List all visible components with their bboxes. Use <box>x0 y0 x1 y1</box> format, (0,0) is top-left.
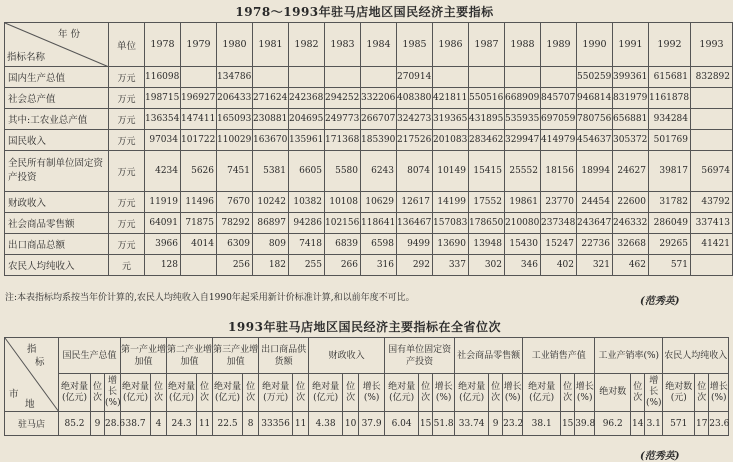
value-cell: 454637 <box>577 130 613 151</box>
sub-header-growth: 增长(%) <box>433 374 455 412</box>
header-year: 1980 <box>217 23 253 67</box>
value-cell: 270914 <box>397 67 433 88</box>
value-cell: 22736 <box>577 234 613 255</box>
sub-header-abs: 绝对量(亿元) <box>523 374 561 412</box>
value-cell: 38.1 <box>523 412 561 436</box>
value-cell: 332206 <box>361 88 397 109</box>
row-label: 其中:工农业总产值 <box>5 109 109 130</box>
table2-title: 1993年驻马店地区国民经济主要指标在全省位次 <box>228 320 501 334</box>
value-cell: 182 <box>253 255 289 276</box>
value-cell: 196927 <box>181 88 217 109</box>
value-cell <box>181 67 217 88</box>
value-cell: 6.04 <box>385 412 419 436</box>
group-header: 第三产业增加值 <box>213 338 259 374</box>
value-cell: 550516 <box>469 88 505 109</box>
value-cell: 294252 <box>325 88 361 109</box>
row-label: 社会总产值 <box>5 88 109 109</box>
sub-header-rank: 位次 <box>419 374 433 412</box>
value-cell: 96.2 <box>595 412 631 436</box>
corner-char: 地 <box>25 399 35 410</box>
value-cell <box>541 67 577 88</box>
sub-header-rank: 位次 <box>343 374 359 412</box>
value-cell: 780756 <box>577 109 613 130</box>
value-cell: 10149 <box>433 151 469 192</box>
value-cell: 24.3 <box>167 412 197 436</box>
value-cell: 230881 <box>253 109 289 130</box>
sub-header-growth: 增长(%) <box>105 374 121 412</box>
value-cell: 29265 <box>649 234 691 255</box>
table2-group-row <box>5 338 729 374</box>
row-name: 驻马店 <box>5 412 59 436</box>
value-cell: 1161878 <box>649 88 691 109</box>
group-header: 工业销售产值 <box>523 338 595 374</box>
group-header: 出口商品供货额 <box>259 338 309 374</box>
sub-header-growth: 增长(%) <box>709 374 729 412</box>
value-cell: 7670 <box>217 192 253 213</box>
value-cell: 501769 <box>649 130 691 151</box>
sub-header-rank: 位次 <box>631 374 645 412</box>
value-cell: 24627 <box>613 151 649 192</box>
value-cell: 266 <box>325 255 361 276</box>
value-cell: 10108 <box>325 192 361 213</box>
corner-char: 市 <box>9 389 19 400</box>
value-cell: 321 <box>577 255 613 276</box>
value-cell: 302 <box>469 255 505 276</box>
value-cell: 535935 <box>505 109 541 130</box>
value-cell: 43792 <box>691 192 733 213</box>
value-cell: 22.5 <box>213 412 243 436</box>
table-row <box>5 213 733 234</box>
value-cell: 946814 <box>577 88 613 109</box>
value-cell <box>289 67 325 88</box>
value-cell: 243647 <box>577 213 613 234</box>
value-cell <box>361 67 397 88</box>
value-cell <box>325 67 361 88</box>
value-cell: 408380 <box>397 88 433 109</box>
table2-sub-header-row <box>5 374 729 412</box>
value-cell: 12617 <box>397 192 433 213</box>
group-header: 国民生产总值 <box>59 338 121 374</box>
value-cell: 329947 <box>505 130 541 151</box>
value-cell: 249773 <box>325 109 361 130</box>
header-year-label: 年 份 <box>57 29 80 40</box>
value-cell: 8 <box>243 412 259 436</box>
value-cell: 11919 <box>145 192 181 213</box>
sub-header-growth: 增长(%) <box>503 374 523 412</box>
value-cell: 25552 <box>505 151 541 192</box>
value-cell: 86897 <box>253 213 289 234</box>
value-cell: 31782 <box>649 192 691 213</box>
value-cell: 6243 <box>361 151 397 192</box>
value-cell <box>253 67 289 88</box>
row-unit: 万元 <box>109 151 145 192</box>
value-cell: 18156 <box>541 151 577 192</box>
value-cell: 37.9 <box>359 412 385 436</box>
value-cell: 201083 <box>433 130 469 151</box>
sub-header-abs: 绝对数(元) <box>663 374 695 412</box>
value-cell: 571 <box>663 412 695 436</box>
row-unit: 万元 <box>109 234 145 255</box>
sub-header-rank: 位次 <box>243 374 259 412</box>
value-cell: 9 <box>91 412 105 436</box>
table1-corner-header <box>5 23 109 67</box>
value-cell: 23.6 <box>709 412 729 436</box>
row-unit: 万元 <box>109 213 145 234</box>
value-cell: 316 <box>361 255 397 276</box>
value-cell: 6598 <box>361 234 397 255</box>
value-cell: 831979 <box>613 88 649 109</box>
value-cell: 23.2 <box>503 412 523 436</box>
value-cell: 17 <box>695 412 709 436</box>
value-cell: 11496 <box>181 192 217 213</box>
value-cell: 4 <box>151 412 167 436</box>
value-cell: 615681 <box>649 67 691 88</box>
sub-header-growth: 增长(%) <box>575 374 595 412</box>
row-label: 出口商品总额 <box>5 234 109 255</box>
value-cell: 118641 <box>361 213 397 234</box>
sub-header-abs: 绝对量(亿元) <box>121 374 151 412</box>
value-cell: 7451 <box>217 151 253 192</box>
value-cell: 64091 <box>145 213 181 234</box>
row-unit: 万元 <box>109 67 145 88</box>
table1-header-row <box>5 23 733 67</box>
header-year: 1984 <box>361 23 397 67</box>
value-cell: 697059 <box>541 109 577 130</box>
value-cell: 51.8 <box>433 412 455 436</box>
value-cell: 10382 <box>289 192 325 213</box>
value-cell: 324273 <box>397 109 433 130</box>
value-cell: 4.38 <box>309 412 343 436</box>
value-cell: 4234 <box>145 151 181 192</box>
table1-author: (范秀英) <box>640 296 680 307</box>
header-year: 1979 <box>181 23 217 67</box>
sub-header-rank: 位次 <box>293 374 309 412</box>
value-cell: 157083 <box>433 213 469 234</box>
value-cell: 136467 <box>397 213 433 234</box>
value-cell: 414979 <box>541 130 577 151</box>
value-cell: 17552 <box>469 192 505 213</box>
header-year: 1987 <box>469 23 505 67</box>
sub-header-rank: 位次 <box>489 374 503 412</box>
value-cell: 18994 <box>577 151 613 192</box>
sub-header-rank: 位次 <box>197 374 213 412</box>
sub-header-growth: 增长(%) <box>359 374 385 412</box>
value-cell: 10629 <box>361 192 397 213</box>
value-cell <box>433 67 469 88</box>
value-cell: 656881 <box>613 109 649 130</box>
table-row <box>5 151 733 192</box>
group-header: 农民人均纯收入 <box>663 338 729 374</box>
value-cell: 305372 <box>613 130 649 151</box>
sub-header-rank: 位次 <box>151 374 167 412</box>
value-cell: 15415 <box>469 151 505 192</box>
value-cell: 246332 <box>613 213 649 234</box>
value-cell: 9499 <box>397 234 433 255</box>
corner-char: 指 <box>27 344 37 355</box>
value-cell <box>691 255 733 276</box>
value-cell <box>691 88 733 109</box>
value-cell: 256 <box>217 255 253 276</box>
table-row <box>5 88 733 109</box>
header-unit: 单位 <box>109 23 145 67</box>
province-rank-table <box>4 337 729 436</box>
value-cell: 28.6 <box>105 412 121 436</box>
value-cell: 242368 <box>289 88 325 109</box>
table-row <box>5 67 733 88</box>
value-cell: 178650 <box>469 213 505 234</box>
table-row <box>5 109 733 130</box>
value-cell: 13690 <box>433 234 469 255</box>
header-year: 1990 <box>577 23 613 67</box>
value-cell: 116098 <box>145 67 181 88</box>
value-cell: 337 <box>433 255 469 276</box>
value-cell: 33.74 <box>455 412 489 436</box>
group-header: 国有单位固定资产投资 <box>385 338 455 374</box>
value-cell: 210080 <box>505 213 541 234</box>
value-cell: 6309 <box>217 234 253 255</box>
group-header: 财政收入 <box>309 338 385 374</box>
value-cell: 15 <box>561 412 575 436</box>
value-cell <box>181 255 217 276</box>
value-cell: 9 <box>489 412 503 436</box>
value-cell: 266707 <box>361 109 397 130</box>
value-cell: 136354 <box>145 109 181 130</box>
table-row <box>5 130 733 151</box>
row-unit: 万元 <box>109 109 145 130</box>
value-cell: 204695 <box>289 109 325 130</box>
value-cell: 4014 <box>181 234 217 255</box>
value-cell: 399361 <box>613 67 649 88</box>
sub-header-abs: 绝对量(亿元) <box>167 374 197 412</box>
sub-header-rank: 位次 <box>91 374 105 412</box>
table2-author: (范秀英) <box>640 451 680 462</box>
value-cell: 41421 <box>691 234 733 255</box>
value-cell: 39817 <box>649 151 691 192</box>
value-cell: 97034 <box>145 130 181 151</box>
value-cell: 809 <box>253 234 289 255</box>
value-cell: 11 <box>293 412 309 436</box>
header-year: 1989 <box>541 23 577 67</box>
value-cell: 135961 <box>289 130 325 151</box>
value-cell: 33356 <box>259 412 293 436</box>
value-cell: 163670 <box>253 130 289 151</box>
value-cell: 5626 <box>181 151 217 192</box>
sub-header-abs: 绝对量(万元) <box>259 374 293 412</box>
value-cell: 934284 <box>649 109 691 130</box>
value-cell: 22600 <box>613 192 649 213</box>
table1-body <box>5 67 733 276</box>
value-cell: 3966 <box>145 234 181 255</box>
value-cell: 185390 <box>361 130 397 151</box>
sub-header-abs: 绝对量(亿元) <box>455 374 489 412</box>
value-cell: 255 <box>289 255 325 276</box>
value-cell: 198715 <box>145 88 181 109</box>
value-cell: 402 <box>541 255 577 276</box>
value-cell: 110029 <box>217 130 253 151</box>
value-cell: 19861 <box>505 192 541 213</box>
table-row <box>5 234 733 255</box>
value-cell: 3.1 <box>645 412 663 436</box>
indicators-table <box>4 22 733 276</box>
value-cell: 14199 <box>433 192 469 213</box>
value-cell: 5381 <box>253 151 289 192</box>
row-label: 国民收入 <box>5 130 109 151</box>
value-cell: 11 <box>197 412 213 436</box>
value-cell: 6605 <box>289 151 325 192</box>
corner-char: 标 <box>35 357 45 368</box>
row-label: 国内生产总值 <box>5 67 109 88</box>
value-cell: 71875 <box>181 213 217 234</box>
value-cell: 171368 <box>325 130 361 151</box>
value-cell: 101722 <box>181 130 217 151</box>
value-cell <box>505 67 541 88</box>
header-year: 1981 <box>253 23 289 67</box>
group-header: 第二产业增加值 <box>167 338 213 374</box>
value-cell: 271624 <box>253 88 289 109</box>
value-cell: 38.7 <box>121 412 151 436</box>
value-cell: 206433 <box>217 88 253 109</box>
value-cell: 32668 <box>613 234 649 255</box>
value-cell: 832892 <box>691 67 733 88</box>
value-cell: 165093 <box>217 109 253 130</box>
group-header: 第一产业增加值 <box>121 338 167 374</box>
value-cell: 8074 <box>397 151 433 192</box>
header-year: 1988 <box>505 23 541 67</box>
table1-title: 1978～1993年驻马店地区国民经济主要指标 <box>235 5 494 19</box>
value-cell: 845707 <box>541 88 577 109</box>
value-cell <box>691 130 733 151</box>
value-cell: 56974 <box>691 151 733 192</box>
value-cell: 10 <box>343 412 359 436</box>
value-cell: 23770 <box>541 192 577 213</box>
value-cell: 15430 <box>505 234 541 255</box>
value-cell: 78292 <box>217 213 253 234</box>
row-label: 全民所有制单位固定资产投资 <box>5 151 109 192</box>
value-cell: 550259 <box>577 67 613 88</box>
row-unit: 万元 <box>109 130 145 151</box>
value-cell: 462 <box>613 255 649 276</box>
sub-header-abs: 绝对量(亿元) <box>385 374 419 412</box>
table-row <box>5 192 733 213</box>
value-cell: 24454 <box>577 192 613 213</box>
value-cell: 346 <box>505 255 541 276</box>
row-label: 社会商品零售额 <box>5 213 109 234</box>
header-year: 1985 <box>397 23 433 67</box>
sub-header-rank: 位次 <box>695 374 709 412</box>
value-cell: 13948 <box>469 234 505 255</box>
header-year: 1986 <box>433 23 469 67</box>
table1-note: 注:本表指标均系按当年价计算的,农民人均纯收入自1990年起采用新计价标准计算,和以前年度不可比。 <box>5 293 415 303</box>
sub-header-abs: 绝对量(亿元) <box>309 374 343 412</box>
value-cell: 431895 <box>469 109 505 130</box>
value-cell: 6839 <box>325 234 361 255</box>
sub-header-abs: 绝对数 <box>595 374 631 412</box>
row-unit: 万元 <box>109 192 145 213</box>
table-row <box>5 412 729 436</box>
row-label: 财政收入 <box>5 192 109 213</box>
sub-header-rank: 位次 <box>561 374 575 412</box>
sub-header-growth: 增长(%) <box>645 374 663 412</box>
value-cell <box>691 109 733 130</box>
table-row <box>5 255 733 276</box>
row-unit: 元 <box>109 255 145 276</box>
sub-header-abs: 绝对量(亿元) <box>59 374 91 412</box>
value-cell: 237348 <box>541 213 577 234</box>
value-cell: 292 <box>397 255 433 276</box>
value-cell: 94286 <box>289 213 325 234</box>
value-cell: 319365 <box>433 109 469 130</box>
header-year: 1991 <box>613 23 649 67</box>
value-cell: 15247 <box>541 234 577 255</box>
table2-corner-header <box>5 338 59 412</box>
value-cell: 147411 <box>181 109 217 130</box>
value-cell: 134786 <box>217 67 253 88</box>
value-cell: 217526 <box>397 130 433 151</box>
header-year: 1983 <box>325 23 361 67</box>
group-header: 社会商品零售额 <box>455 338 523 374</box>
group-header: 工业产销率(%) <box>595 338 663 374</box>
header-year: 1982 <box>289 23 325 67</box>
value-cell: 128 <box>145 255 181 276</box>
value-cell <box>469 67 505 88</box>
value-cell: 15 <box>419 412 433 436</box>
header-year: 1992 <box>649 23 691 67</box>
row-unit: 万元 <box>109 88 145 109</box>
row-label: 农民人均纯收入 <box>5 255 109 276</box>
value-cell: 421811 <box>433 88 469 109</box>
value-cell: 14 <box>631 412 645 436</box>
value-cell: 5580 <box>325 151 361 192</box>
value-cell: 571 <box>649 255 691 276</box>
value-cell: 283462 <box>469 130 505 151</box>
value-cell: 10242 <box>253 192 289 213</box>
header-item-label: 指标名称 <box>7 52 46 63</box>
value-cell: 286049 <box>649 213 691 234</box>
value-cell: 7418 <box>289 234 325 255</box>
value-cell: 337413 <box>691 213 733 234</box>
header-year: 1993 <box>691 23 733 67</box>
header-year: 1978 <box>145 23 181 67</box>
value-cell: 668909 <box>505 88 541 109</box>
value-cell: 102156 <box>325 213 361 234</box>
sub-header-abs: 绝对量(亿元) <box>213 374 243 412</box>
value-cell: 39.8 <box>575 412 595 436</box>
value-cell: 85.2 <box>59 412 91 436</box>
